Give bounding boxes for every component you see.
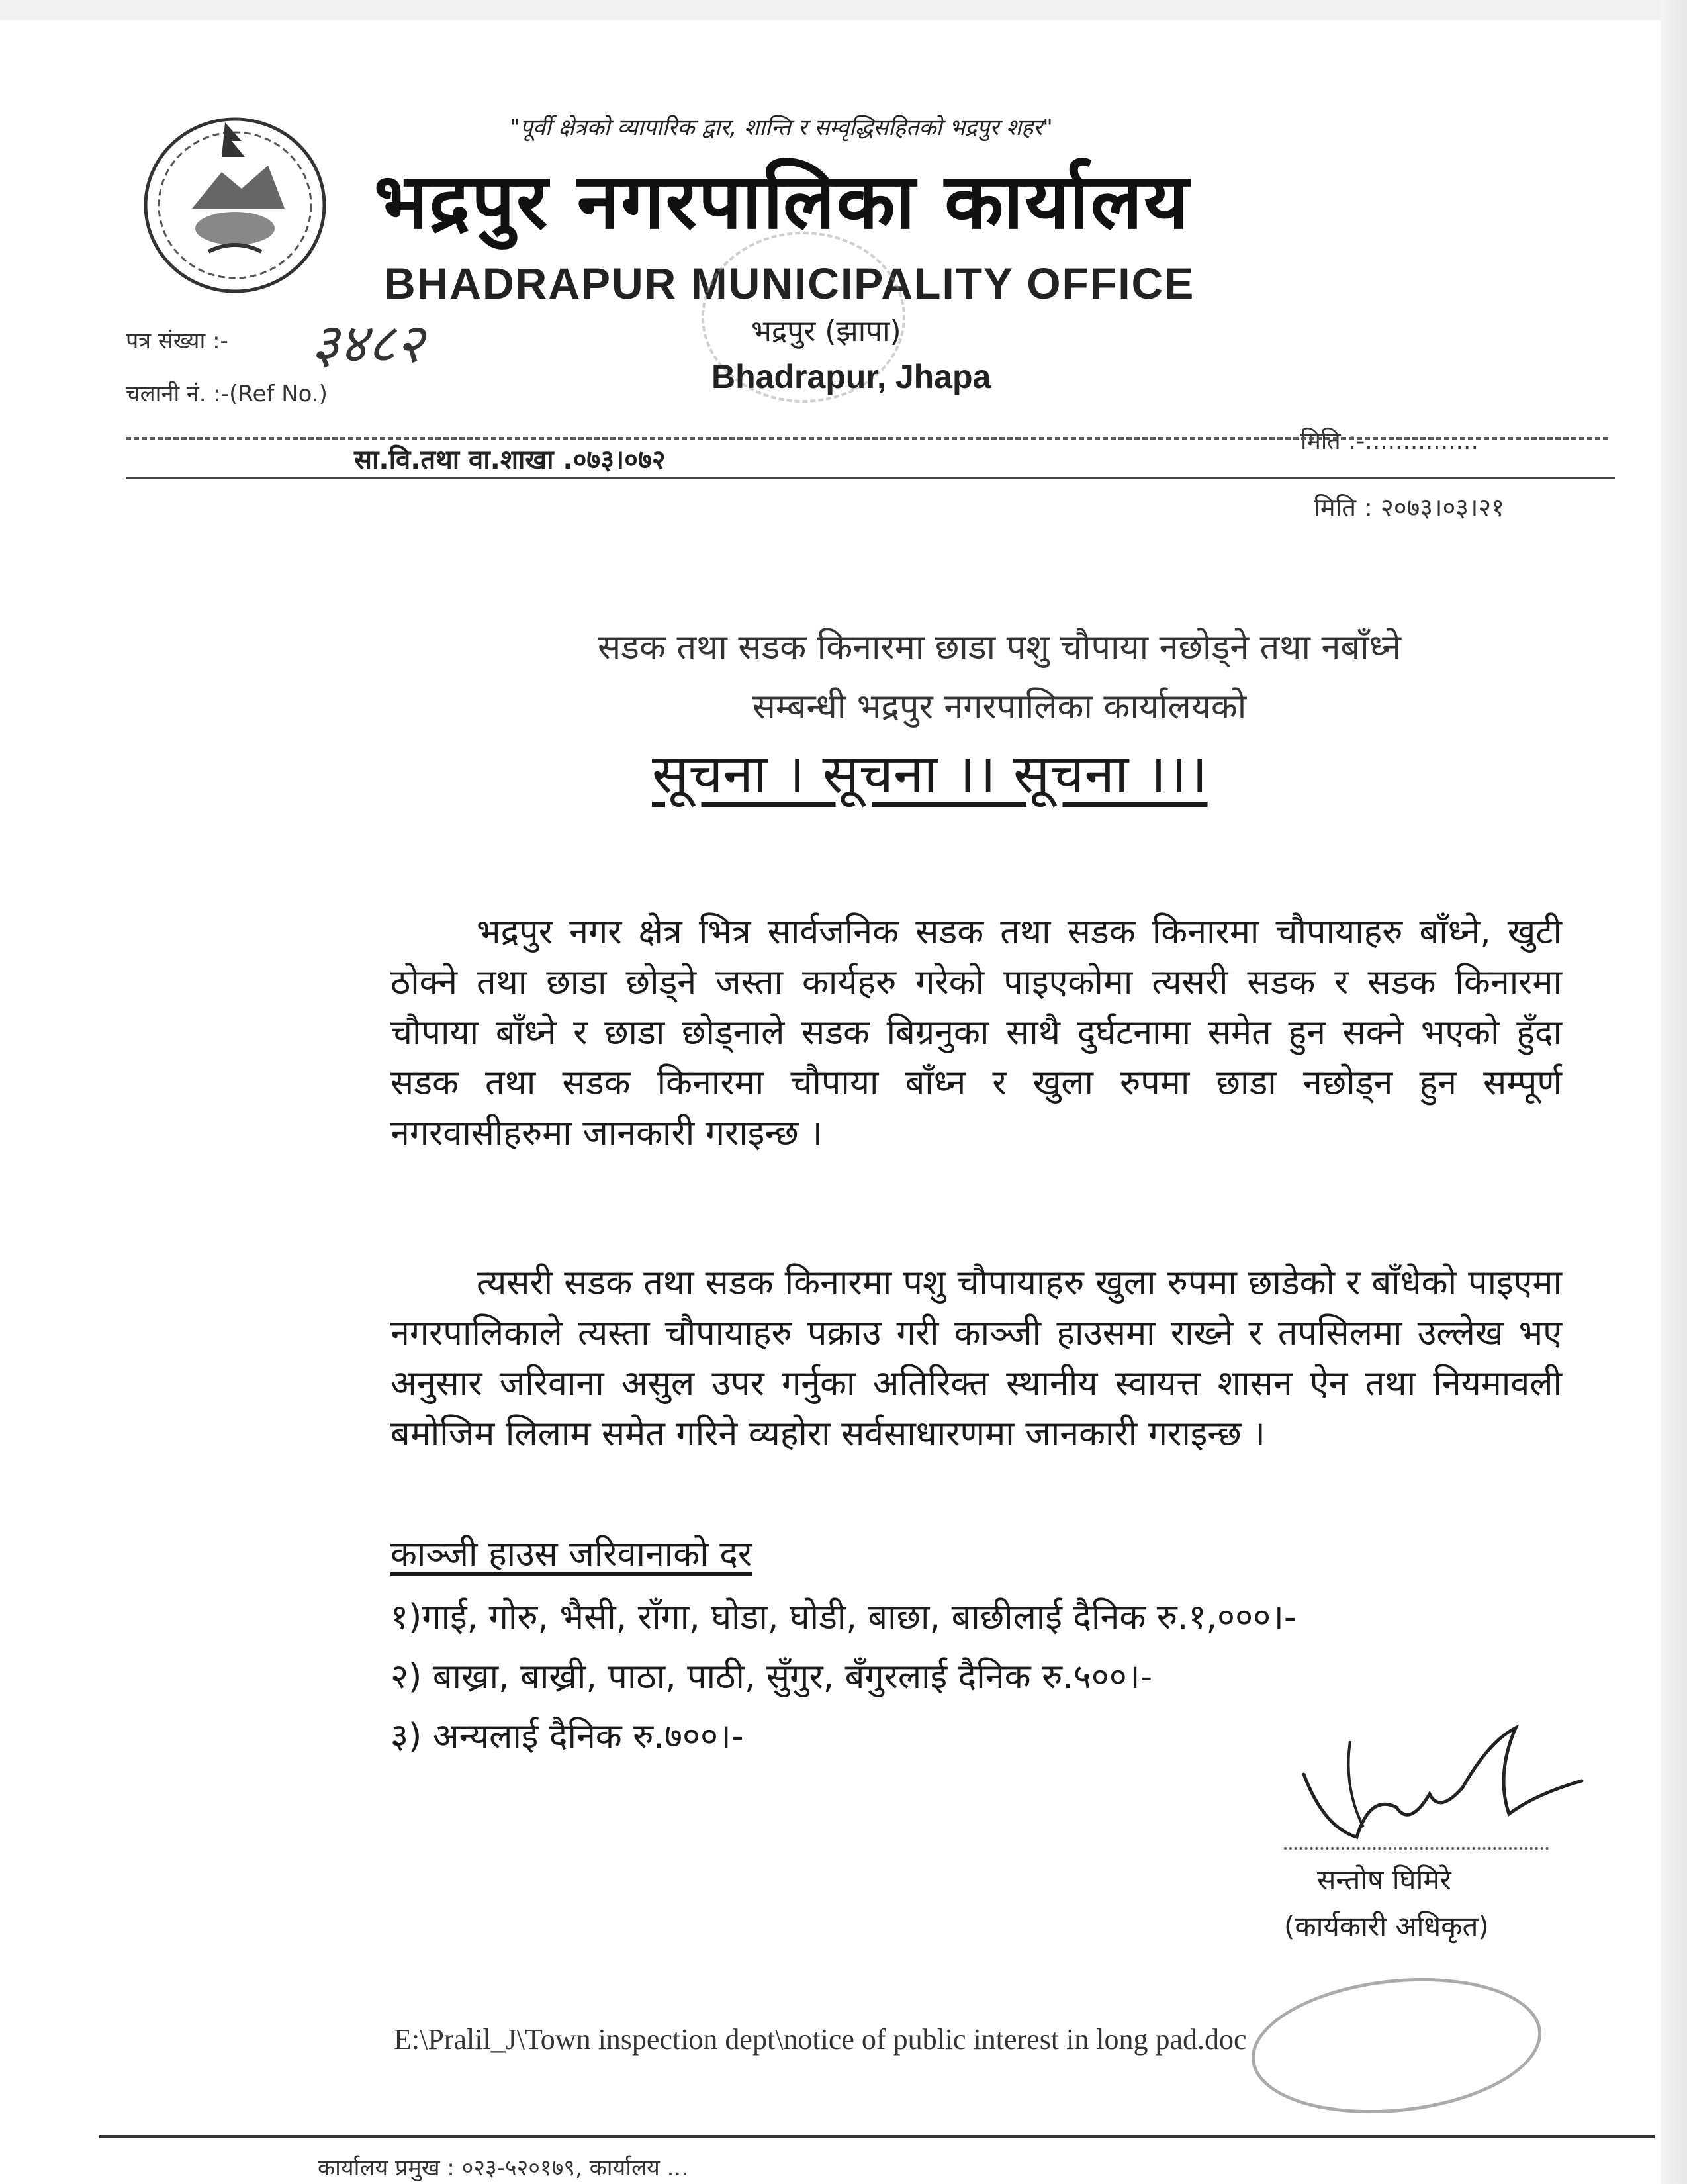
- office-title-nepali: भद्रपुर नगरपालिका कार्यालय: [374, 157, 1190, 246]
- letter-date: मिति : २०७३।०३।२१: [1314, 493, 1504, 522]
- patra-sankhya-value: ३४८२: [311, 312, 424, 375]
- signature-line: [1284, 1847, 1549, 1850]
- letterhead-divider-dashed: [126, 437, 1608, 440]
- file-path: E:\Pralil_J\Town inspection dept\notice of public interest in long pad.doc: [394, 2023, 1247, 2056]
- patra-sankhya-label: पत्र संख्या :-: [126, 328, 228, 354]
- chalani-label: चलानी नं. :-(Ref No.): [126, 381, 328, 407]
- body-paragraph-1: भद्रपुर नगर क्षेत्र भित्र सार्वजनिक सडक तथा सडक किनारमा चौपायाहरु बाँध्ने, खुटी ठोक्ने तथा छाडा छोड्ने जस्ता कार्यहरु गरेको पाइएकोमा त्यसरी सडक र सडक किनारमा चौपाया बाँध्ने र छाडा छोड्नाले सडक बिग्रनुका साथै दुर्घटनामा समेत हुन सक्ने भएको हुँदा सडक तथा सडक किनारमा चौपाया बाँध्न र खुला रुपमा छाडा नछोड्न हुन सम्पूर्ण नगरवासीहरुमा जानकारी गराइन्छ ।: [390, 912, 1562, 1153]
- fine-rate-item: ३) अन्यलाई दैनिक रु.७००।-: [390, 1717, 744, 1756]
- fine-rate-item: १)गाई, गोरु, भैसी, राँगा, घोडा, घोडी, बाछा, बाछीलाई दैनिक रु.१,०००।-: [390, 1597, 1297, 1637]
- fine-rates-title: काञ्जी हाउस जरिवानाको दर: [390, 1535, 752, 1574]
- scan-border-top: [0, 0, 1687, 20]
- office-title-english: BHADRAPUR MUNICIPALITY OFFICE: [384, 259, 1195, 308]
- signer-name: सन्तोष घिमिरे: [1317, 1864, 1451, 1896]
- slogan: "पूर्वी क्षेत्रको व्यापारिक द्वार, शान्ति र सम्वृद्धिसहितको भद्रपुर शहर": [510, 115, 1053, 141]
- footer-divider: [99, 2135, 1655, 2138]
- subject-line-2: सम्बन्धी भद्रपुर नगरपालिका कार्यालयको: [752, 687, 1247, 727]
- miti-label: मिति :-...............: [1300, 428, 1479, 455]
- letterhead-divider: [126, 477, 1615, 479]
- official-stamp: [1245, 1965, 1548, 2127]
- reference-number: सा.वि.तथा वा.शाखा .०७३।०७२: [354, 445, 666, 475]
- scan-border-right: [1661, 0, 1687, 2184]
- notice-title: सूचना । सूचना ।। सूचना ।।।: [652, 743, 1208, 806]
- signer-title: (कार्यकारी अधिकृत): [1284, 1910, 1489, 1942]
- body-paragraph-2: त्यसरी सडक तथा सडक किनारमा पशु चौपायाहरु खुला रुपमा छाडेको र बाँधेको पाइएमा नगरपालिकाले त्यस्ता चौपायाहरु पक्राउ गरी काञ्जी हाउसमा राख्ने र तपसिलमा उल्लेख भए अनुसार जरिवाना असुल उपर गर्नुका अतिरिक्त स्थानीय स्वायत्त शासन ऐन तथा नियमावली बमोजिम लिलाम समेत गरिने व्यहोरा सर्वसाधारणमा जानकारी गराइन्छ ।: [390, 1263, 1562, 1454]
- fine-rate-item: २) बाख्रा, बाख्री, पाठा, पाठी, सुँगुर, बँगुरलाई दैनिक रु.५००।-: [390, 1657, 1153, 1697]
- address-nepali: भद्रपुर (झापा): [751, 314, 901, 348]
- address-english: Bhadrapur, Jhapa: [711, 358, 991, 395]
- nepal-emblem-icon: [136, 109, 334, 301]
- footer-contact: कार्यालय प्रमुख : ०२३-५२०१७९, कार्यालय ...: [318, 2155, 689, 2181]
- handwritten-signature: [1297, 1715, 1588, 1847]
- subject-line-1: सडक तथा सडक किनारमा छाडा पशु चौपाया नछोड्ने तथा नबाँध्ने: [598, 628, 1401, 667]
